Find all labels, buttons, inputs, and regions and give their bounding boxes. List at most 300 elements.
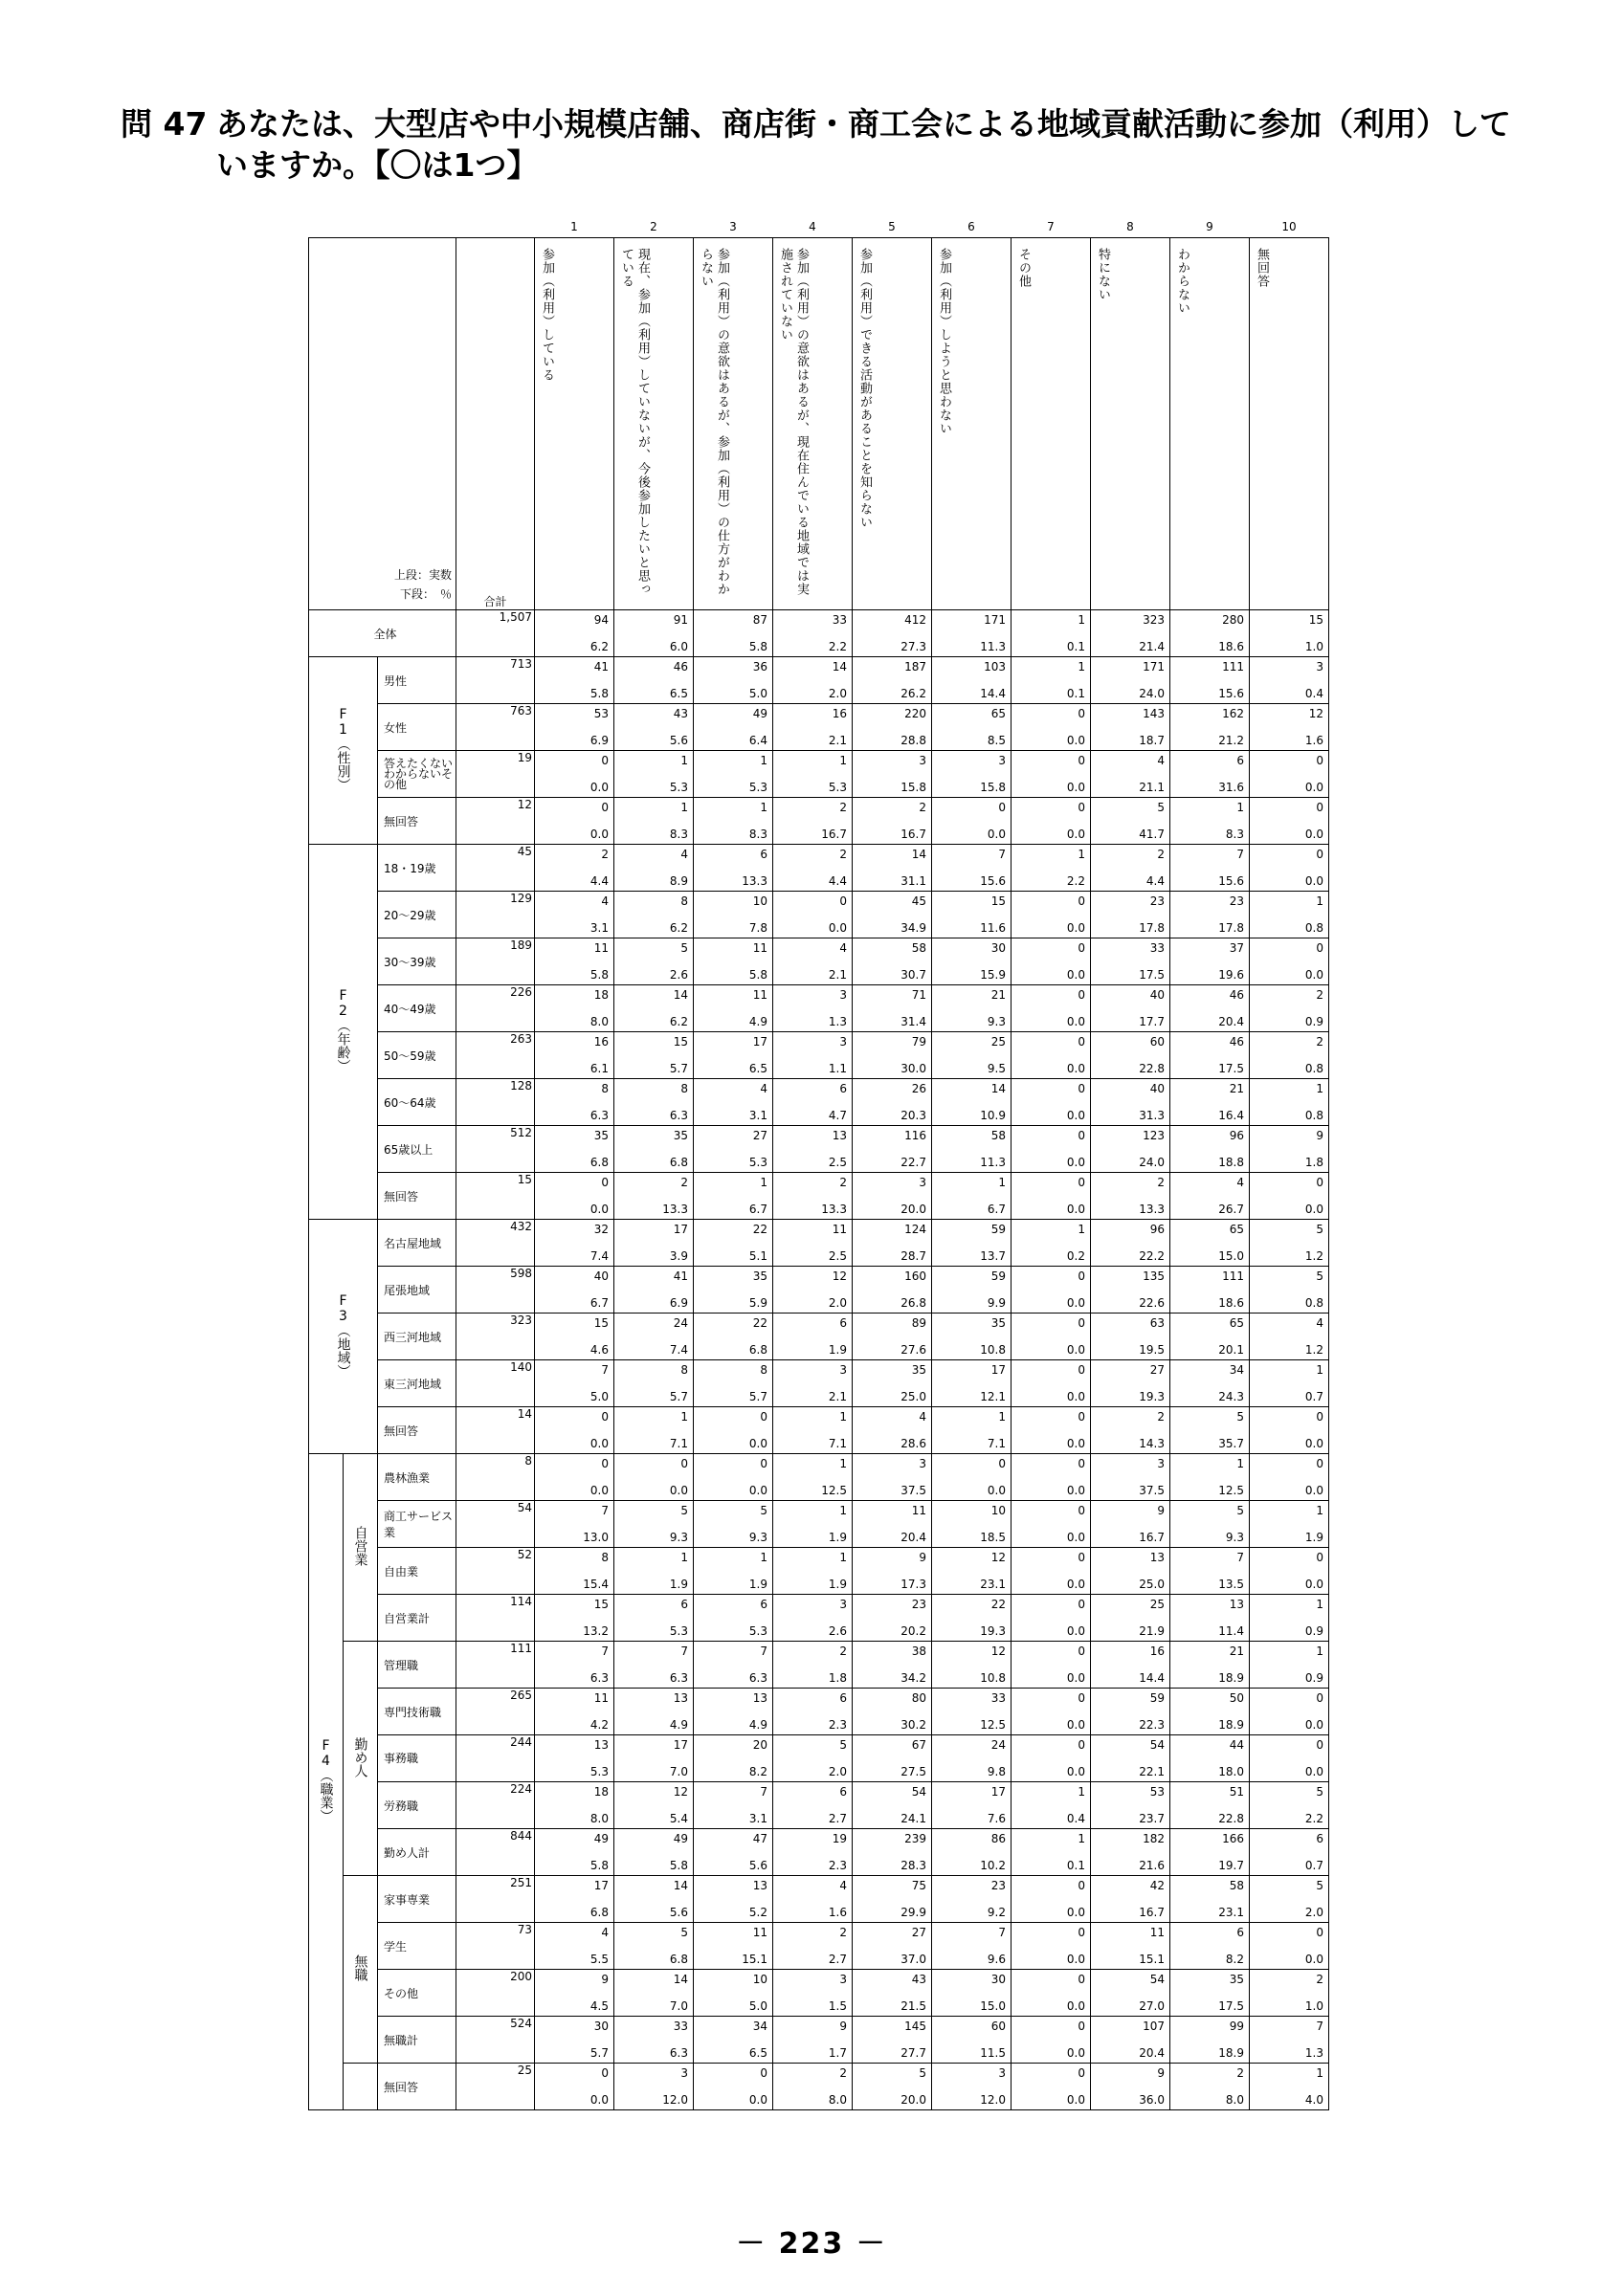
data-cell [1012, 610, 1091, 657]
percent-value: 17.3 [900, 1578, 926, 1591]
data-cell-values [1012, 1407, 1088, 1453]
percent-value: 6.8 [669, 1156, 688, 1169]
data-cell [1091, 704, 1170, 751]
data-cell-values [932, 751, 1009, 797]
data-cell [773, 1642, 853, 1689]
count-value: 4 [1157, 754, 1165, 767]
data-cell-values [853, 1032, 929, 1078]
data-cell [1250, 1314, 1329, 1360]
data-cell [1091, 1173, 1170, 1220]
data-cell-values [614, 657, 691, 703]
data-cell-values [1012, 2017, 1088, 2063]
percent-value: 0.0 [1066, 1343, 1085, 1357]
percent-value: 5.7 [669, 1062, 688, 1075]
data-cell-values [1012, 985, 1088, 1031]
data-cell-values [1170, 2064, 1247, 2109]
data-cell-values [1012, 1642, 1088, 1688]
data-cell-values [535, 1595, 611, 1641]
table-row [309, 1642, 1329, 1689]
count-value: 23 [990, 1879, 1006, 1892]
percent-value: 2.6 [828, 1624, 847, 1638]
percent-value: 8.0 [589, 1812, 609, 1825]
data-cell-values [853, 1173, 929, 1219]
percent-value: 1.9 [1304, 1531, 1323, 1544]
data-cell-values [853, 1407, 929, 1453]
data-cell [535, 1032, 614, 1079]
table-row [309, 938, 1329, 985]
count-value: 30 [990, 1973, 1006, 1986]
data-cell [773, 1220, 853, 1267]
row-total: 15 [456, 1173, 535, 1220]
percent-value: 17.7 [1139, 1015, 1165, 1028]
data-cell-values [932, 1360, 1009, 1406]
column-header [614, 238, 694, 610]
percent-value: 2.0 [1304, 1906, 1323, 1919]
row-total: 265 [456, 1689, 535, 1735]
count-value: 5 [1236, 1504, 1244, 1517]
count-value: 135 [1143, 1269, 1165, 1283]
percent-value: 0.0 [589, 2093, 609, 2107]
percent-value: 0.9 [1304, 1015, 1323, 1028]
count-value: 6 [1236, 754, 1244, 767]
table-row [309, 704, 1329, 751]
count-value: 47 [752, 1832, 767, 1845]
percent-value: 2.5 [828, 1249, 847, 1263]
data-cell [1012, 1079, 1091, 1126]
percent-value: 20.4 [1218, 1015, 1244, 1028]
data-cell-values [932, 610, 1009, 656]
row-total: 263 [456, 1032, 535, 1079]
data-cell-values [694, 2017, 770, 2063]
percent-value: 5.6 [669, 734, 688, 747]
data-cell [694, 751, 773, 798]
data-cell [1091, 1079, 1170, 1126]
count-value: 0 [1078, 2020, 1085, 2033]
data-cell-values [1012, 1970, 1088, 2016]
count-value: 5 [680, 1926, 688, 1939]
count-value: 0 [1316, 1410, 1323, 1424]
percent-value: 28.3 [900, 1859, 926, 1872]
count-value: 40 [1149, 1082, 1165, 1095]
count-value: 7 [1236, 848, 1244, 861]
percent-value: 0.0 [1304, 1953, 1323, 1966]
count-value: 17 [673, 1223, 688, 1236]
percent-value: 1.6 [828, 1906, 847, 1919]
percent-value: 0.0 [589, 1484, 609, 1497]
data-cell-values [1170, 1923, 1247, 1969]
count-value: 14 [832, 660, 847, 673]
legend [309, 238, 456, 609]
count-value: 4 [601, 1926, 609, 1939]
data-cell [773, 2064, 853, 2110]
percent-value: 4.4 [1145, 874, 1165, 888]
data-cell-values [1012, 1454, 1088, 1500]
percent-value: 7.8 [748, 921, 767, 935]
data-cell [853, 1595, 932, 1642]
count-value: 18 [593, 988, 609, 1002]
count-value: 33 [673, 2020, 688, 2033]
table-row [309, 1173, 1329, 1220]
count-value: 46 [1229, 988, 1244, 1002]
count-value: 65 [1229, 1223, 1244, 1236]
data-cell-values [773, 2017, 850, 2063]
data-cell-values [853, 798, 929, 844]
data-cell-values [694, 1173, 770, 1219]
count-value: 35 [1229, 1973, 1244, 1986]
data-cell-values [614, 1267, 691, 1313]
data-cell-values [535, 1923, 611, 1969]
data-cell [1012, 2064, 1091, 2110]
row-total: 128 [456, 1079, 535, 1126]
percent-value: 3.9 [669, 1249, 688, 1263]
group-label-cell [309, 1454, 344, 2110]
data-cell [694, 1032, 773, 1079]
count-value: 91 [673, 613, 688, 627]
row-label: 学生 [378, 1923, 456, 1970]
data-cell-values [614, 1314, 691, 1359]
count-value: 34 [752, 2020, 767, 2033]
data-cell-values [853, 1735, 929, 1781]
table-row [309, 2064, 1329, 2110]
row-total: 73 [456, 1923, 535, 1970]
percent-value: 0.0 [1304, 781, 1323, 794]
legend-bottom: 下段： ％ [399, 587, 452, 601]
percent-value: 28.6 [900, 1437, 926, 1450]
count-value: 11 [911, 1504, 926, 1517]
percent-value: 14.4 [980, 687, 1006, 700]
data-cell [694, 1735, 773, 1782]
count-value: 9 [1157, 1504, 1165, 1517]
count-value: 1 [1316, 1645, 1323, 1658]
data-cell [1250, 845, 1329, 892]
count-value: 54 [1149, 1738, 1165, 1752]
data-cell-values [1091, 1220, 1167, 1266]
count-value: 12 [673, 1785, 688, 1799]
data-cell [853, 1923, 932, 1970]
percent-value: 0.0 [589, 1437, 609, 1450]
data-cell [694, 938, 773, 985]
count-value: 25 [990, 1035, 1006, 1049]
percent-value: 3.1 [748, 1109, 767, 1122]
count-value: 2 [839, 801, 847, 814]
count-value: 21 [1229, 1082, 1244, 1095]
data-cell-values [773, 1079, 850, 1125]
count-value: 20 [752, 1738, 767, 1752]
percent-value: 5.3 [828, 781, 847, 794]
percent-value: 5.6 [669, 1906, 688, 1919]
data-cell [853, 1454, 932, 1501]
data-cell-values [1091, 1032, 1167, 1078]
data-cell [1250, 1876, 1329, 1923]
page-number: － 223 － [736, 2227, 887, 2261]
data-cell-values [1250, 798, 1326, 844]
percent-value: 0.0 [1066, 1531, 1085, 1544]
percent-value: 19.5 [1139, 1343, 1165, 1357]
data-cell [1250, 892, 1329, 938]
count-value: 7 [998, 848, 1006, 861]
data-cell [1250, 751, 1329, 798]
percent-value: 1.9 [669, 1578, 688, 1591]
column-header [932, 238, 1012, 610]
data-cell [853, 1267, 932, 1314]
count-value: 5 [1157, 801, 1165, 814]
data-cell-values [853, 2064, 929, 2109]
row-total: 224 [456, 1782, 535, 1829]
percent-value: 13.7 [980, 1249, 1006, 1263]
data-cell-values [1091, 1407, 1167, 1453]
count-value: 2 [1236, 2066, 1244, 2080]
row-total: 512 [456, 1126, 535, 1173]
data-cell [773, 1970, 853, 2017]
count-value: 5 [680, 941, 688, 955]
count-value: 1 [998, 1176, 1006, 1189]
data-cell-values [1250, 2064, 1326, 2109]
data-cell [1091, 2017, 1170, 2064]
percent-value: 0.0 [1066, 1062, 1085, 1075]
data-cell-values [1012, 1595, 1088, 1641]
data-cell [694, 657, 773, 704]
count-value: 0 [1316, 1176, 1323, 1189]
legend-cell [309, 238, 456, 610]
data-cell [853, 1079, 932, 1126]
percent-value: 27.3 [900, 640, 926, 653]
percent-value: 9.3 [1225, 1531, 1244, 1544]
data-cell [535, 2017, 614, 2064]
data-cell-values [1091, 892, 1167, 938]
percent-value: 36.0 [1139, 2093, 1165, 2107]
data-cell [1091, 1829, 1170, 1876]
percent-value: 18.8 [1218, 1156, 1244, 1169]
percent-value: 22.8 [1218, 1812, 1244, 1825]
percent-value: 1.9 [828, 1531, 847, 1544]
count-value: 0 [998, 801, 1006, 814]
data-cell [853, 751, 932, 798]
data-cell [1250, 1970, 1329, 2017]
data-cell [932, 985, 1012, 1032]
data-cell [932, 1595, 1012, 1642]
percent-value: 37.0 [900, 1953, 926, 1966]
data-cell-values [1091, 657, 1167, 703]
percent-value: 10.8 [980, 1671, 1006, 1685]
data-cell [614, 1314, 694, 1360]
percent-value: 15.0 [980, 1999, 1006, 2013]
count-value: 1 [760, 801, 767, 814]
data-cell-values [1250, 845, 1326, 891]
data-cell-values [614, 1548, 691, 1594]
count-value: 123 [1143, 1129, 1165, 1142]
data-cell-values [1170, 1689, 1247, 1734]
data-cell [614, 2017, 694, 2064]
percent-value: 2.1 [828, 734, 847, 747]
data-cell-values [614, 1782, 691, 1828]
column-number: 8 [1126, 220, 1134, 233]
percent-value: 27.0 [1139, 1999, 1165, 2013]
data-cell [1170, 1735, 1250, 1782]
data-cell-values [1012, 1923, 1088, 1969]
data-cell [1091, 610, 1170, 657]
count-value: 145 [904, 2020, 926, 2033]
data-cell [1091, 1548, 1170, 1595]
count-value: 1 [839, 754, 847, 767]
percent-value: 37.5 [1139, 1484, 1165, 1497]
data-cell [932, 1220, 1012, 1267]
count-value: 103 [984, 660, 1006, 673]
percent-value: 6.7 [748, 1203, 767, 1216]
count-value: 8 [601, 1082, 609, 1095]
count-value: 6 [839, 1082, 847, 1095]
data-cell-values [1250, 1454, 1326, 1500]
data-cell [535, 845, 614, 892]
data-cell [535, 1548, 614, 1595]
data-cell-values [694, 1267, 770, 1313]
data-cell-values [614, 1360, 691, 1406]
percent-value: 0.1 [1066, 687, 1085, 700]
data-cell-values [694, 892, 770, 938]
data-cell [1250, 1360, 1329, 1407]
data-cell-values [535, 1876, 611, 1922]
count-value: 3 [839, 1598, 847, 1611]
data-cell-values [773, 1360, 850, 1406]
percent-value: 4.9 [748, 1718, 767, 1732]
table-row [309, 1595, 1329, 1642]
count-value: 182 [1143, 1832, 1165, 1845]
data-cell-values [535, 2017, 611, 2063]
data-cell-values [773, 892, 850, 938]
data-cell [853, 1032, 932, 1079]
count-value: 46 [673, 660, 688, 673]
count-value: 5 [1236, 1410, 1244, 1424]
count-value: 79 [911, 1035, 926, 1049]
data-cell-values [1250, 1923, 1326, 1969]
percent-value: 2.0 [828, 687, 847, 700]
count-value: 49 [673, 1832, 688, 1845]
count-value: 7 [601, 1645, 609, 1658]
count-value: 7 [998, 1926, 1006, 1939]
question-number: 問 47 [121, 105, 208, 143]
data-cell-values [1250, 1314, 1326, 1359]
table-row [309, 2017, 1329, 2064]
percent-value: 5.3 [669, 1624, 688, 1638]
percent-value: 0.7 [1304, 1859, 1323, 1872]
percent-value: 14.3 [1139, 1437, 1165, 1450]
count-value: 1 [1078, 613, 1085, 627]
percent-value: 8.3 [1225, 828, 1244, 841]
percent-value: 17.8 [1218, 921, 1244, 935]
data-cell [932, 1689, 1012, 1735]
percent-value: 4.5 [589, 1999, 609, 2013]
count-value: 24 [990, 1738, 1006, 1752]
percent-value: 0.0 [1304, 1578, 1323, 1591]
data-cell [773, 704, 853, 751]
percent-value: 9.3 [748, 1531, 767, 1544]
percent-value: 0.0 [1304, 1203, 1323, 1216]
data-cell [1250, 1829, 1329, 1876]
percent-value: 0.0 [1066, 1624, 1085, 1638]
data-cell-values [694, 938, 770, 984]
question-text: あなたは、大型店や中小規模店舗、商店街・商工会による地域貢献活動に参加（利用）していますか。【〇は1つ】 [216, 105, 1511, 184]
data-cell [1170, 704, 1250, 751]
data-cell [1250, 704, 1329, 751]
data-cell [694, 1314, 773, 1360]
count-value: 32 [593, 1223, 609, 1236]
data-cell [1170, 1689, 1250, 1735]
percent-value: 0.0 [1304, 1484, 1323, 1497]
percent-value: 5.5 [589, 1953, 609, 1966]
data-cell-values [1012, 2064, 1088, 2109]
data-cell [932, 657, 1012, 704]
count-value: 1 [1316, 1504, 1323, 1517]
percent-value: 20.1 [1218, 1343, 1244, 1357]
count-value: 0 [1316, 941, 1323, 955]
percent-value: 0.0 [1066, 2093, 1085, 2107]
percent-value: 5.8 [589, 687, 609, 700]
data-cell-values [1170, 704, 1247, 750]
count-value: 24 [673, 1316, 688, 1330]
data-cell-values [694, 1032, 770, 1078]
data-cell [694, 1829, 773, 1876]
data-cell-values [1170, 1548, 1247, 1594]
data-cell-values [614, 892, 691, 938]
count-value: 27 [1149, 1363, 1165, 1377]
percent-value: 24.0 [1139, 687, 1165, 700]
count-value: 37 [1229, 941, 1244, 955]
percent-value: 4.0 [1304, 2093, 1323, 2107]
data-cell [932, 1079, 1012, 1126]
data-cell [932, 1782, 1012, 1829]
row-total: 200 [456, 1970, 535, 2017]
data-cell-values [535, 1032, 611, 1078]
data-cell-values [853, 1689, 929, 1734]
data-cell [853, 1314, 932, 1360]
count-value: 3 [919, 754, 926, 767]
data-cell-values [1091, 1314, 1167, 1359]
data-cell-values [694, 1501, 770, 1547]
count-value: 1 [1316, 1082, 1323, 1095]
data-cell [535, 1173, 614, 1220]
count-value: 0 [1078, 801, 1085, 814]
data-cell [1170, 985, 1250, 1032]
percent-value: 6.8 [748, 1343, 767, 1357]
count-value: 1 [1078, 660, 1085, 673]
percent-value: 6.3 [669, 1671, 688, 1685]
data-cell [1091, 751, 1170, 798]
count-value: 5 [680, 1504, 688, 1517]
percent-value: 22.3 [1139, 1718, 1165, 1732]
count-value: 0 [1078, 1457, 1085, 1470]
percent-value: 1.3 [1304, 2046, 1323, 2060]
data-cell [614, 1642, 694, 1689]
column-header [694, 238, 773, 610]
row-total: 114 [456, 1595, 535, 1642]
percent-value: 0.0 [1304, 1718, 1323, 1732]
data-cell [614, 1876, 694, 1923]
data-cell [1012, 798, 1091, 845]
data-cell-values [932, 1314, 1009, 1359]
data-cell-values [535, 1079, 611, 1125]
percent-value: 21.5 [900, 1999, 926, 2013]
row-label: 専門技術職 [378, 1689, 456, 1735]
count-value: 63 [1149, 1316, 1165, 1330]
percent-value: 3.1 [589, 921, 609, 935]
count-value: 27 [911, 1926, 926, 1939]
count-value: 9 [919, 1551, 926, 1564]
count-value: 35 [990, 1316, 1006, 1330]
subgroup-label-cell [344, 1642, 378, 1876]
data-cell-values [853, 1267, 929, 1313]
count-value: 13 [752, 1879, 767, 1892]
count-value: 0 [601, 1176, 609, 1189]
data-cell [773, 1782, 853, 1829]
